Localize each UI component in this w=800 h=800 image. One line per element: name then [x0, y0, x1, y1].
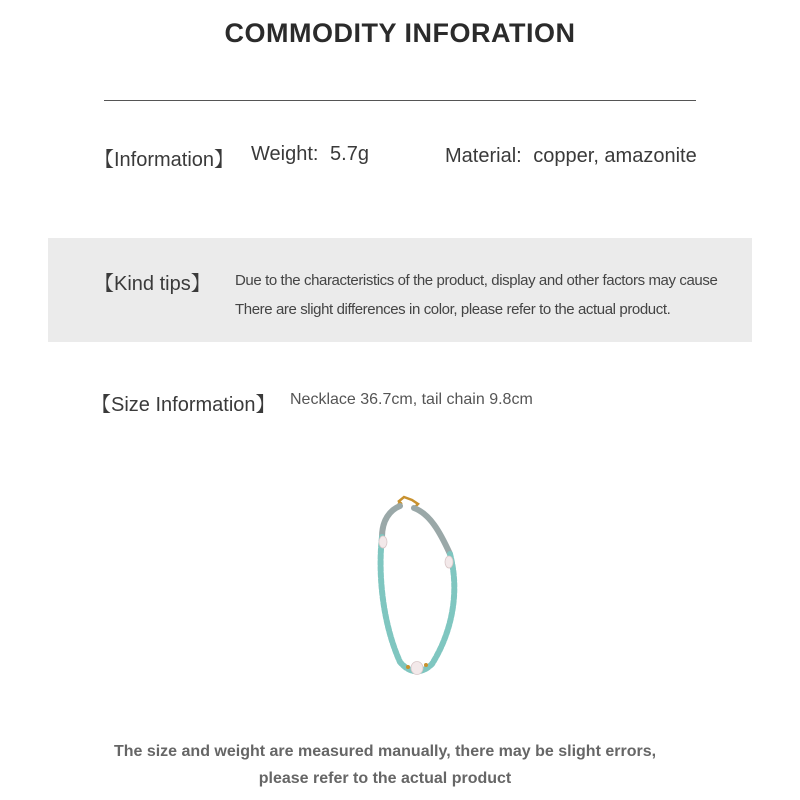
- kind-tips-label: 【Kind tips】: [94, 273, 211, 295]
- material-value: copper, amazonite: [533, 145, 697, 167]
- kind-tips-line-1: Due to the characteristics of the product, display and other factors may cause: [235, 272, 718, 289]
- size-info-label: 【Size Information】: [91, 394, 276, 416]
- material-field: [445, 145, 697, 168]
- grey-strand-left: [382, 506, 400, 537]
- footer-line-1: The size and weight are measured manually, there may be slight errors,: [113, 743, 657, 760]
- page-title: COMMODITY INFORATION: [224, 18, 576, 48]
- grey-strand-right: [414, 508, 450, 554]
- size-info-value: Necklace 36.7cm, tail chain 9.8cm: [290, 391, 533, 408]
- turquoise-strand: [381, 537, 455, 671]
- information-label: 【Information】: [94, 149, 235, 171]
- divider: [104, 100, 696, 101]
- necklace-image: [360, 492, 480, 682]
- weight-label: Weight:: [251, 143, 319, 165]
- weight-value: 5.7g: [330, 143, 369, 165]
- kind-tips-text: [235, 266, 745, 324]
- material-label: Material:: [445, 145, 522, 167]
- footer-line-2: please refer to the actual product: [258, 770, 512, 787]
- pearl-right: [445, 556, 453, 568]
- pearl-bottom: [411, 662, 423, 675]
- weight-field: [251, 143, 369, 166]
- pearl-left: [379, 536, 387, 548]
- gold-bead-right: [424, 663, 428, 667]
- gold-bead-left: [406, 665, 410, 669]
- footer-note: [0, 738, 770, 792]
- kind-tips-line-2: There are slight differences in color, please refer to the actual product.: [235, 301, 671, 318]
